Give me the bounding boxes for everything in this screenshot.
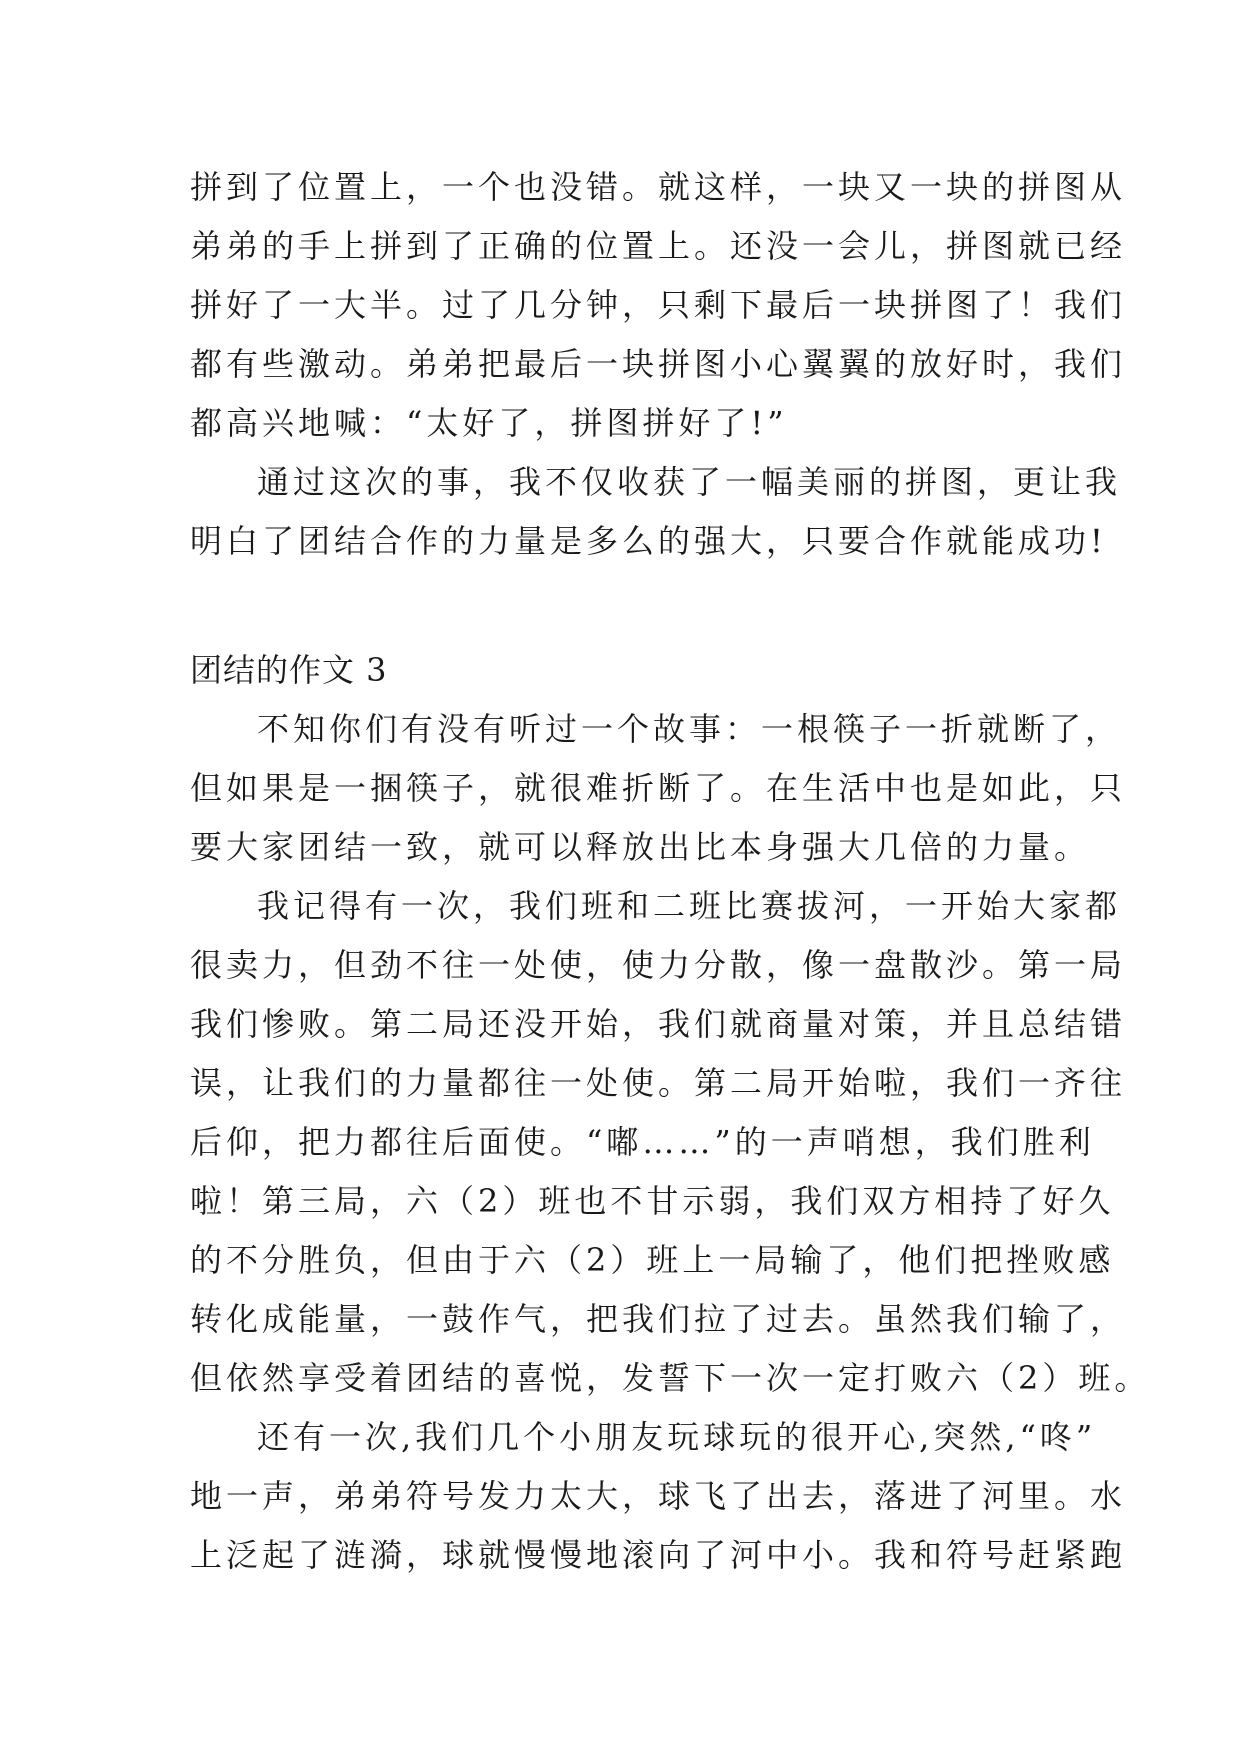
paragraph-line: 我们惨败。第二局还没开始，我们就商量对策，并且总结错	[190, 1005, 1127, 1043]
paragraph-line: 我记得有一次，我们班和二班比赛拔河，一开始大家都	[257, 887, 1122, 925]
paragraph-3	[190, 700, 1127, 877]
paragraph-line: 的不分胜负，但由于六（2）班上一局输了，他们把挫败感	[190, 1241, 1115, 1279]
paragraph-line: 不知你们有没有听过一个故事：一根筷子一折就断了，	[257, 710, 1122, 748]
paragraph-line: 拼到了位置上，一个也没错。就这样，一块又一块的拼图从	[190, 168, 1127, 206]
paragraph-1	[190, 158, 1127, 453]
document-body	[190, 158, 1151, 1585]
paragraph-4	[190, 877, 1151, 1408]
paragraph-line: 明白了团结合作的力量是多么的强大，只要合作就能成功!	[190, 522, 1107, 560]
section-title: 团结的作文 3	[190, 651, 388, 689]
paragraph-line: 转化成能量，一鼓作气，把我们拉了过去。虽然我们输了，	[190, 1300, 1127, 1338]
paragraph-5	[190, 1408, 1127, 1585]
paragraph-line: 都高兴地喊：“太好了，拼图拼好了!”	[190, 404, 788, 442]
paragraph-line: 但如果是一捆筷子，就很难折断了。在生活中也是如此，只	[190, 769, 1127, 807]
paragraph-2	[190, 453, 1122, 571]
paragraph-line: 要大家团结一致，就可以释放出比本身强大几倍的力量。	[190, 828, 1091, 866]
paragraph-line: 很卖力，但劲不往一处使，使力分散，像一盘散沙。第一局	[190, 946, 1127, 984]
paragraph-line: 通过这次的事，我不仅收获了一幅美丽的拼图，更让我	[257, 463, 1122, 501]
paragraph-line: 后仰，把力都往后面使。“嘟……”的一声哨想，我们胜利	[190, 1123, 1095, 1161]
paragraph-line: 上泛起了涟漪，球就慢慢地滚向了河中小。我和符号赶紧跑	[190, 1536, 1127, 1574]
paragraph-line: 啦！第三局，六（2）班也不甘示弱，我们双方相持了好久	[190, 1182, 1115, 1220]
paragraph-line: 弟弟的手上拼到了正确的位置上。还没一会儿，拼图就已经	[190, 227, 1127, 265]
paragraph-line: 拼好了一大半。过了几分钟，只剩下最后一块拼图了！我们	[190, 286, 1127, 324]
paragraph-line: 但依然享受着团结的喜悦，发誓下一次一定打败六（2）班。	[190, 1359, 1151, 1397]
paragraph-line: 还有一次,我们几个小朋友玩球玩的很开心,突然,“咚”	[257, 1418, 1097, 1456]
paragraph-line: 都有些激动。弟弟把最后一块拼图小心翼翼的放好时，我们	[190, 345, 1127, 383]
paragraph-line: 误，让我们的力量都往一处使。第二局开始啦，我们一齐往	[190, 1064, 1127, 1102]
paragraph-line: 地一声，弟弟符号发力太大，球飞了出去，落进了河里。水	[190, 1477, 1127, 1515]
